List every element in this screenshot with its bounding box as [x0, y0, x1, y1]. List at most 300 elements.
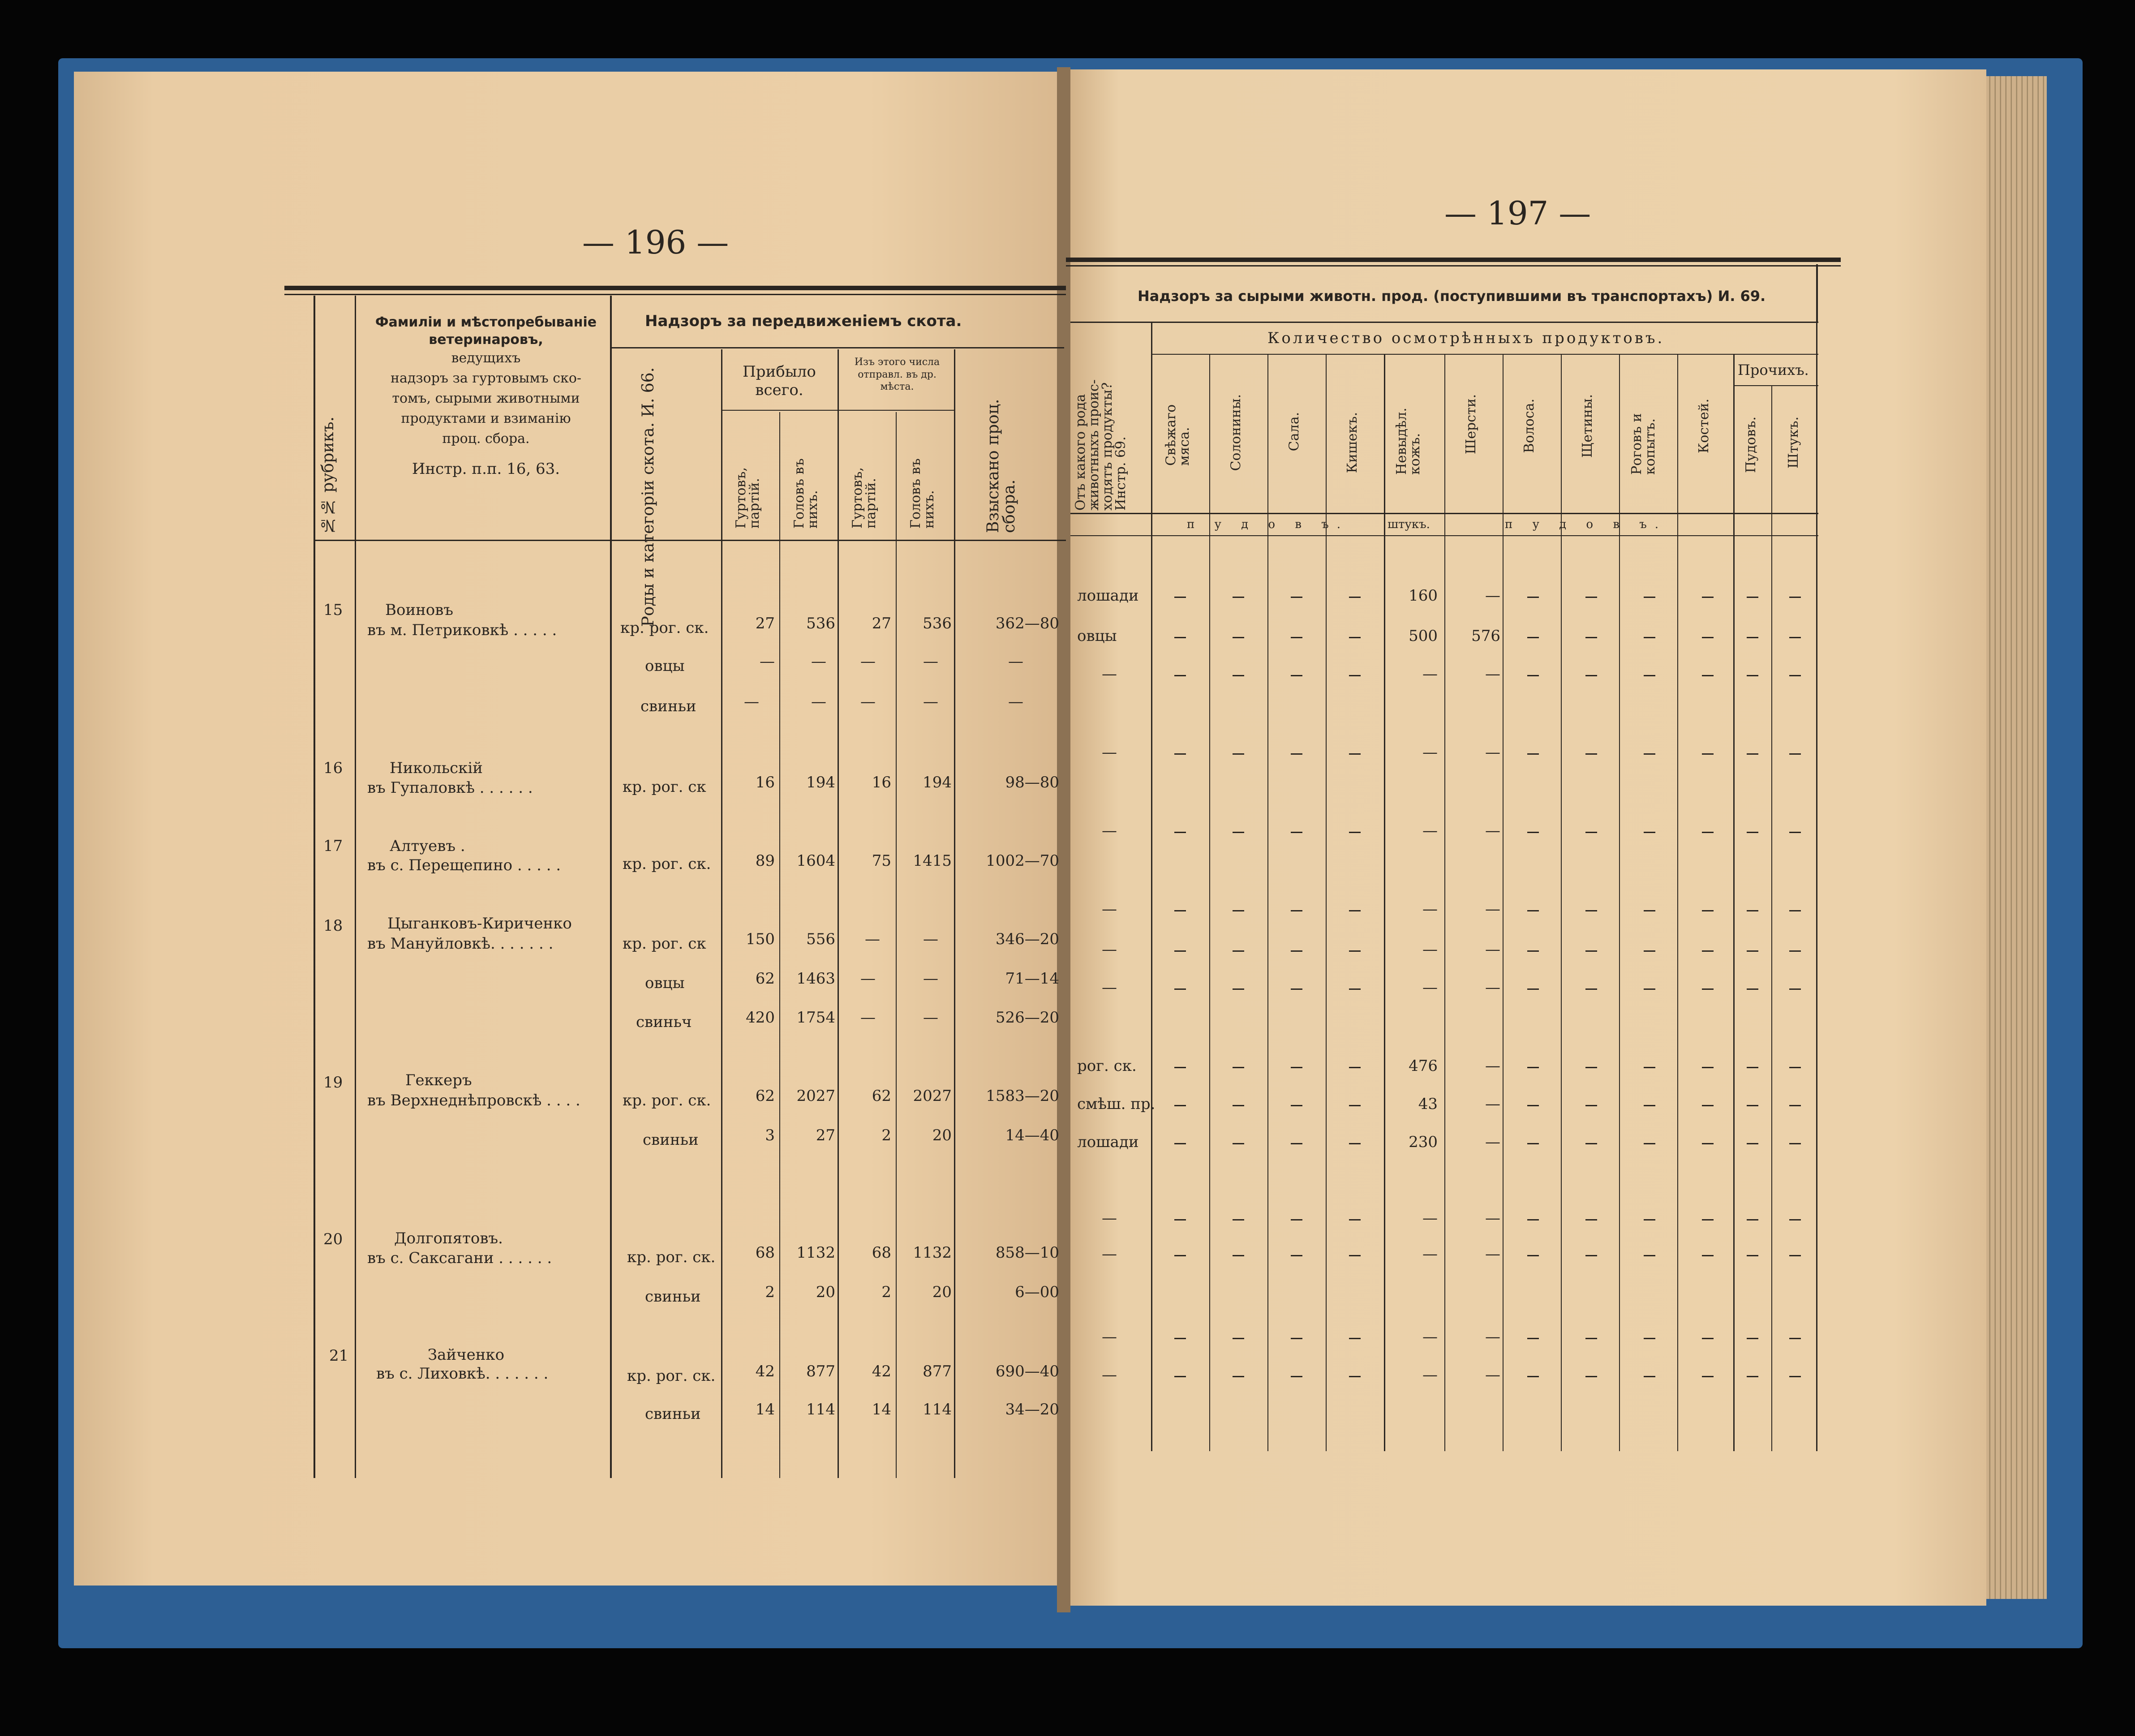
header-rubric: №№ рубрикъ. [319, 417, 337, 535]
fee-value: — [1008, 653, 1023, 670]
heads-value: 1754 [796, 1009, 835, 1027]
heads-value: 1463 [796, 970, 835, 988]
vet-name: Никольскій [390, 759, 483, 777]
empty-cell-dash [1527, 637, 1539, 638]
sent-herds-value: 16 [872, 773, 891, 791]
livestock-kind: кр. рог. ск. [620, 619, 709, 637]
livestock-kind: свиньи [640, 697, 696, 715]
empty-cell-dash [1527, 597, 1539, 598]
sent-heads-value: 20 [932, 1283, 952, 1301]
empty-cell-dash [1585, 832, 1597, 833]
header-col-bones: Костей. [1696, 399, 1712, 453]
empty-cell-dash [1291, 832, 1302, 833]
heads-value: 2027 [796, 1087, 835, 1105]
empty-cell-dash [1233, 910, 1244, 911]
empty-cell-dash [1747, 950, 1758, 952]
empty-cell-dash [1291, 1067, 1302, 1068]
empty-cell-dash [1291, 637, 1302, 638]
fee-value: 690—40 [995, 1362, 1059, 1380]
header-herds: Гуртовъ, партій. [733, 467, 762, 529]
empty-cell-dash [1789, 1255, 1801, 1256]
empty-cell-dash [1233, 637, 1244, 638]
empty-cell-dash [1702, 753, 1714, 755]
empty-cell-dash [1291, 1105, 1302, 1106]
header-col-salted-meat: Солонины. [1228, 394, 1244, 471]
empty-cell-dash [1644, 910, 1655, 911]
vet-place: въ Верхнеднѣпровскѣ . . . . [367, 1091, 580, 1109]
empty-cell-dash [1585, 910, 1597, 911]
page-edges [1980, 76, 2047, 1599]
empty-cell-dash [1174, 597, 1186, 598]
raw-hides-value: — [1422, 1209, 1438, 1227]
header-products-group: Количество осмотрѣнныхъ продуктовъ. [1267, 329, 1665, 347]
empty-cell-dash [1747, 1219, 1758, 1220]
empty-cell-dash [1747, 637, 1758, 638]
empty-cell-dash [1527, 950, 1539, 952]
empty-cell-dash [1789, 832, 1801, 833]
empty-cell-dash [1585, 597, 1597, 598]
sent-herds-value: 68 [872, 1244, 891, 1262]
table-col-divider [779, 412, 780, 1478]
empty-cell-dash [1747, 988, 1758, 990]
empty-cell-dash [1789, 597, 1801, 598]
empty-cell-dash [1789, 1105, 1801, 1106]
empty-cell-dash [1174, 675, 1186, 676]
livestock-kind: кр. рог. ск. [623, 855, 711, 873]
header-other: Прочихъ. [1738, 361, 1809, 378]
table-frame [1816, 264, 1818, 322]
empty-cell-dash [1789, 675, 1801, 676]
header-rule [1151, 354, 1818, 355]
empty-cell-dash [1702, 597, 1714, 598]
header-rule [722, 410, 954, 411]
empty-cell-dash [1644, 1219, 1655, 1220]
sent-heads-value: — [923, 970, 938, 988]
raw-hides-value: — [1422, 900, 1438, 918]
heads-value: 20 [816, 1283, 835, 1301]
raw-hides-value: — [1422, 979, 1438, 997]
herds-value: 89 [755, 852, 775, 870]
empty-cell-dash [1747, 832, 1758, 833]
left-page [74, 72, 1068, 1586]
empty-cell-dash [1349, 832, 1361, 833]
empty-cell-dash [1174, 1105, 1186, 1106]
empty-cell-dash [1349, 637, 1361, 638]
header-col-hair: Волоса. [1521, 399, 1537, 453]
header-names-line: проц. сбора. [442, 431, 530, 447]
empty-cell-dash [1789, 1338, 1801, 1339]
heads-value: — [811, 653, 826, 670]
heads-value: 877 [806, 1362, 835, 1380]
empty-cell-dash [1233, 1376, 1244, 1377]
empty-cell-dash [1291, 1219, 1302, 1220]
wool-value: — [1485, 587, 1500, 605]
header-arrived: Прибыло всего. [743, 363, 816, 399]
empty-cell-dash [1233, 1255, 1244, 1256]
fee-value: 346—20 [995, 930, 1059, 948]
herds-value: — [744, 693, 759, 711]
empty-cell-dash [1644, 832, 1655, 833]
table-col-divider [1151, 322, 1152, 1451]
unit-pieces: штукъ. [1388, 518, 1430, 531]
herds-value: 420 [746, 1009, 775, 1027]
empty-cell-dash [1349, 1219, 1361, 1220]
raw-hides-value: — [1422, 822, 1438, 840]
empty-cell-dash [1702, 637, 1714, 638]
heads-value: 1604 [796, 852, 835, 870]
sent-herds-value: 2 [881, 1283, 891, 1301]
wool-value: — [1485, 822, 1500, 840]
empty-cell-dash [1789, 637, 1801, 638]
table-top-rule [284, 286, 1066, 290]
empty-cell-dash [1527, 1219, 1539, 1220]
herds-value: 150 [746, 930, 775, 948]
wool-value: — [1485, 979, 1500, 997]
page-number-right: — 197 — [1444, 194, 1591, 232]
header-col-fresh-meat: Свѣжаго мяса. [1163, 404, 1192, 466]
empty-cell-dash [1291, 910, 1302, 911]
empty-cell-dash [1585, 1105, 1597, 1106]
empty-cell-dash [1644, 597, 1655, 598]
row-number: 18 [323, 917, 343, 935]
wool-value: — [1485, 665, 1500, 683]
header-rule [612, 347, 1064, 348]
empty-cell-dash [1644, 1105, 1655, 1106]
empty-cell-dash [1702, 1338, 1714, 1339]
table-col-divider [1733, 354, 1735, 1451]
sent-heads-value: — [923, 1009, 938, 1027]
header-names-title: Фамиліи и мѣстопребываніе ветеринаровъ, [375, 314, 597, 348]
empty-cell-dash [1747, 910, 1758, 911]
raw-hides-value: — [1422, 1328, 1438, 1346]
header-names-line: ведущихъ [451, 350, 521, 366]
empty-cell-dash [1789, 1376, 1801, 1377]
vet-place: въ м. Петриковкѣ . . . . . [367, 621, 557, 639]
table-col-divider [1677, 354, 1678, 1451]
empty-cell-dash [1527, 910, 1539, 911]
empty-cell-dash [1174, 1067, 1186, 1068]
sent-herds-value: 27 [872, 614, 891, 632]
sent-herds-value: — [860, 653, 876, 670]
herds-value: 2 [765, 1283, 775, 1301]
wool-value: — [1485, 1095, 1500, 1113]
header-col-bristle: Щетины. [1580, 394, 1595, 458]
empty-cell-dash [1644, 1376, 1655, 1377]
header-names-line: надзоръ за гуртовымъ ско- [390, 370, 582, 386]
header-names-line: продуктами и взиманію [401, 411, 571, 426]
livestock-kind: кр. рог. ск. [623, 1091, 711, 1109]
table-col-divider [1771, 385, 1772, 1451]
vet-place: въ Мануйловкѣ. . . . . . . [367, 935, 554, 953]
origin-animal: — [1102, 1245, 1117, 1263]
sent-heads-value: 114 [923, 1401, 952, 1418]
empty-cell-dash [1702, 950, 1714, 952]
empty-cell-dash [1644, 753, 1655, 755]
empty-cell-dash [1291, 1376, 1302, 1377]
vet-name: Зайченко [428, 1346, 505, 1364]
empty-cell-dash [1585, 1219, 1597, 1220]
empty-cell-dash [1702, 910, 1714, 911]
fee-value: 858—10 [995, 1244, 1059, 1262]
row-number: 19 [323, 1074, 343, 1091]
header-col-wool: Шерсти. [1463, 394, 1479, 455]
heads-value: 1132 [796, 1244, 835, 1262]
empty-cell-dash [1585, 675, 1597, 676]
empty-cell-dash [1527, 1105, 1539, 1106]
header-group-title: Надзоръ за передвиженіемъ скота. [645, 312, 962, 330]
empty-cell-dash [1702, 1219, 1714, 1220]
empty-cell-dash [1291, 988, 1302, 990]
right-table-title: Надзоръ за сырыми животн. прод. (поступившими въ транспортахъ) И. 69. [1138, 288, 1766, 305]
empty-cell-dash [1644, 1067, 1655, 1068]
empty-cell-dash [1747, 1067, 1758, 1068]
herds-value: 68 [755, 1244, 775, 1262]
header-rule [1070, 322, 1818, 323]
sent-heads-value: 1415 [913, 852, 952, 870]
origin-animal: — [1102, 1328, 1117, 1346]
empty-cell-dash [1644, 1143, 1655, 1144]
wool-value: — [1485, 1328, 1500, 1346]
empty-cell-dash [1789, 988, 1801, 990]
empty-cell-dash [1349, 753, 1361, 755]
raw-hides-value: 160 [1409, 587, 1438, 605]
sent-heads-value: 2027 [913, 1087, 952, 1105]
livestock-kind: свиньч [636, 1013, 692, 1031]
empty-cell-dash [1291, 1255, 1302, 1256]
empty-cell-dash [1291, 675, 1302, 676]
empty-cell-dash [1585, 1376, 1597, 1377]
empty-cell-dash [1233, 597, 1244, 598]
table-col-divider [1503, 354, 1504, 1451]
empty-cell-dash [1174, 1255, 1186, 1256]
header-col-guts: Кишекъ. [1345, 412, 1360, 473]
heads-value: 536 [806, 614, 835, 632]
table-col-divider [1816, 322, 1817, 1451]
origin-animal: — [1102, 1209, 1117, 1227]
book-spine [1057, 67, 1070, 1612]
empty-cell-dash [1349, 910, 1361, 911]
row-number: 16 [323, 759, 343, 777]
unit-pud: п у д о в ъ. [1505, 518, 1667, 531]
heads-value: 114 [806, 1401, 835, 1418]
empty-cell-dash [1291, 950, 1302, 952]
empty-cell-dash [1747, 1376, 1758, 1377]
empty-cell-dash [1747, 1143, 1758, 1144]
header-rule [1733, 385, 1818, 386]
table-col-divider [838, 349, 839, 1478]
origin-animal: — [1102, 822, 1117, 840]
empty-cell-dash [1174, 753, 1186, 755]
empty-cell-dash [1174, 832, 1186, 833]
empty-cell-dash [1174, 988, 1186, 990]
livestock-kind: кр. рог. ск. [627, 1367, 716, 1385]
header-other-pieces: Штукъ. [1786, 417, 1801, 468]
row-number: 17 [323, 837, 343, 855]
empty-cell-dash [1702, 1143, 1714, 1144]
fee-value: 6—00 [1015, 1283, 1059, 1301]
herds-value: 62 [755, 1087, 775, 1105]
vet-place: въ с. Перещепино . . . . . [367, 856, 561, 874]
livestock-kind: свиньи [645, 1405, 701, 1423]
empty-cell-dash [1747, 675, 1758, 676]
empty-cell-dash [1291, 753, 1302, 755]
empty-cell-dash [1789, 1219, 1801, 1220]
empty-cell-dash [1527, 832, 1539, 833]
origin-animal: — [1102, 743, 1117, 761]
livestock-kind: овцы [645, 657, 685, 675]
empty-cell-dash [1789, 1067, 1801, 1068]
vet-place: въ с. Лиховкѣ. . . . . . . [376, 1365, 549, 1383]
table-col-divider [314, 296, 315, 1478]
origin-animal: — [1102, 900, 1117, 918]
fee-value: 526—20 [995, 1009, 1059, 1027]
empty-cell-dash [1702, 675, 1714, 676]
empty-cell-dash [1233, 1143, 1244, 1144]
row-number: 21 [329, 1347, 349, 1365]
sent-herds-value: 2 [881, 1126, 891, 1144]
unit-pud: п у д о в ъ. [1187, 518, 1349, 531]
table-top-rule-thin [284, 294, 1066, 295]
table-top-rule [1066, 258, 1841, 262]
empty-cell-dash [1174, 950, 1186, 952]
header-of-these: Изъ этого числа отправл. въ др. мѣста. [854, 357, 940, 392]
empty-cell-dash [1702, 1376, 1714, 1377]
empty-cell-dash [1233, 832, 1244, 833]
empty-cell-dash [1702, 1105, 1714, 1106]
wool-value: — [1485, 1245, 1500, 1263]
empty-cell-dash [1233, 753, 1244, 755]
empty-cell-dash [1233, 950, 1244, 952]
vet-name: Долгопятовъ. [394, 1229, 503, 1247]
sent-heads-value: 20 [932, 1126, 952, 1144]
wool-value: — [1485, 1209, 1500, 1227]
empty-cell-dash [1585, 1143, 1597, 1144]
page-number-left: — 196 — [582, 223, 729, 261]
heads-value: 194 [806, 773, 835, 791]
vet-name: Цыганковъ-Кириченко [387, 915, 572, 932]
empty-cell-dash [1291, 1143, 1302, 1144]
empty-cell-dash [1349, 1338, 1361, 1339]
empty-cell-dash [1702, 1067, 1714, 1068]
empty-cell-dash [1527, 1067, 1539, 1068]
livestock-kind: кр. рог. ск [623, 778, 706, 796]
vet-place: въ с. Саксагани . . . . . . [367, 1249, 552, 1267]
heads-value: — [811, 693, 826, 711]
herds-value: 16 [755, 773, 775, 791]
sent-herds-value: — [860, 693, 876, 711]
sent-herds-value: 62 [872, 1087, 891, 1105]
empty-cell-dash [1174, 1376, 1186, 1377]
livestock-kind: свиньи [645, 1288, 701, 1306]
empty-cell-dash [1702, 988, 1714, 990]
table-top-rule-thin [1066, 265, 1841, 266]
empty-cell-dash [1747, 753, 1758, 755]
fee-value: 98—80 [1005, 773, 1059, 791]
empty-cell-dash [1585, 988, 1597, 990]
empty-cell-dash [1644, 1255, 1655, 1256]
sent-herds-value: — [865, 930, 880, 948]
origin-animal: — [1102, 941, 1117, 958]
empty-cell-dash [1585, 1338, 1597, 1339]
origin-animal: — [1102, 1366, 1117, 1384]
herds-value: 62 [755, 970, 775, 988]
empty-cell-dash [1349, 1143, 1361, 1144]
empty-cell-dash [1644, 675, 1655, 676]
empty-cell-dash [1747, 1255, 1758, 1256]
header-sent-heads: Головъ въ нихъ. [908, 458, 937, 529]
sent-herds-value: 14 [872, 1401, 891, 1418]
empty-cell-dash [1527, 1376, 1539, 1377]
sent-heads-value: 877 [923, 1362, 952, 1380]
header-kinds: Роды и категоріи скота. И. 66. [639, 367, 657, 627]
origin-animal: — [1102, 979, 1117, 997]
origin-animal: — [1102, 665, 1117, 683]
header-col-horns-hooves: Роговъ и копытъ. [1629, 413, 1658, 475]
empty-cell-dash [1233, 1067, 1244, 1068]
vet-name: Геккеръ [405, 1071, 472, 1089]
vet-name: Воиновъ [385, 601, 454, 619]
origin-animal: овцы [1077, 627, 1117, 645]
empty-cell-dash [1789, 1143, 1801, 1144]
raw-hides-value: 476 [1409, 1057, 1438, 1075]
empty-cell-dash [1174, 1219, 1186, 1220]
sent-herds-value: — [860, 1009, 876, 1027]
sent-heads-value: — [923, 653, 938, 670]
table-col-divider [954, 349, 955, 1478]
fee-value: 14—40 [1005, 1126, 1059, 1144]
empty-cell-dash [1747, 1105, 1758, 1106]
herds-value: 3 [765, 1126, 775, 1144]
wool-value: — [1485, 900, 1500, 918]
empty-cell-dash [1789, 753, 1801, 755]
empty-cell-dash [1527, 1255, 1539, 1256]
empty-cell-dash [1291, 597, 1302, 598]
empty-cell-dash [1291, 1338, 1302, 1339]
empty-cell-dash [1644, 988, 1655, 990]
empty-cell-dash [1349, 1255, 1361, 1256]
herds-value: 27 [755, 614, 775, 632]
herds-value: 14 [755, 1401, 775, 1418]
empty-cell-dash [1174, 1338, 1186, 1339]
fee-value: 1583—20 [986, 1087, 1059, 1105]
empty-cell-dash [1527, 753, 1539, 755]
livestock-kind: овцы [645, 974, 685, 992]
sent-heads-value: 194 [923, 773, 952, 791]
sent-heads-value: 1132 [913, 1244, 952, 1262]
row-number: 20 [323, 1230, 343, 1248]
empty-cell-dash [1349, 675, 1361, 676]
empty-cell-dash [1527, 675, 1539, 676]
header-bottom-rule [314, 540, 1066, 541]
raw-hides-value: — [1422, 1366, 1438, 1384]
table-col-divider [1444, 354, 1445, 1451]
wool-value: — [1485, 1366, 1500, 1384]
empty-cell-dash [1233, 1105, 1244, 1106]
header-col-raw-hides: Невыдѣл. кожъ. [1394, 408, 1423, 475]
livestock-kind: свиньи [643, 1131, 699, 1149]
empty-cell-dash [1233, 675, 1244, 676]
empty-cell-dash [1349, 988, 1361, 990]
empty-cell-dash [1702, 1255, 1714, 1256]
table-col-divider [610, 296, 612, 1478]
sent-herds-value: — [860, 970, 876, 988]
row-number: 15 [323, 601, 343, 619]
vet-name: Алтуевъ . [390, 837, 465, 855]
empty-cell-dash [1174, 637, 1186, 638]
origin-animal: рог. ск. [1077, 1057, 1137, 1075]
fee-value: — [1008, 693, 1023, 711]
raw-hides-value: — [1422, 941, 1438, 958]
